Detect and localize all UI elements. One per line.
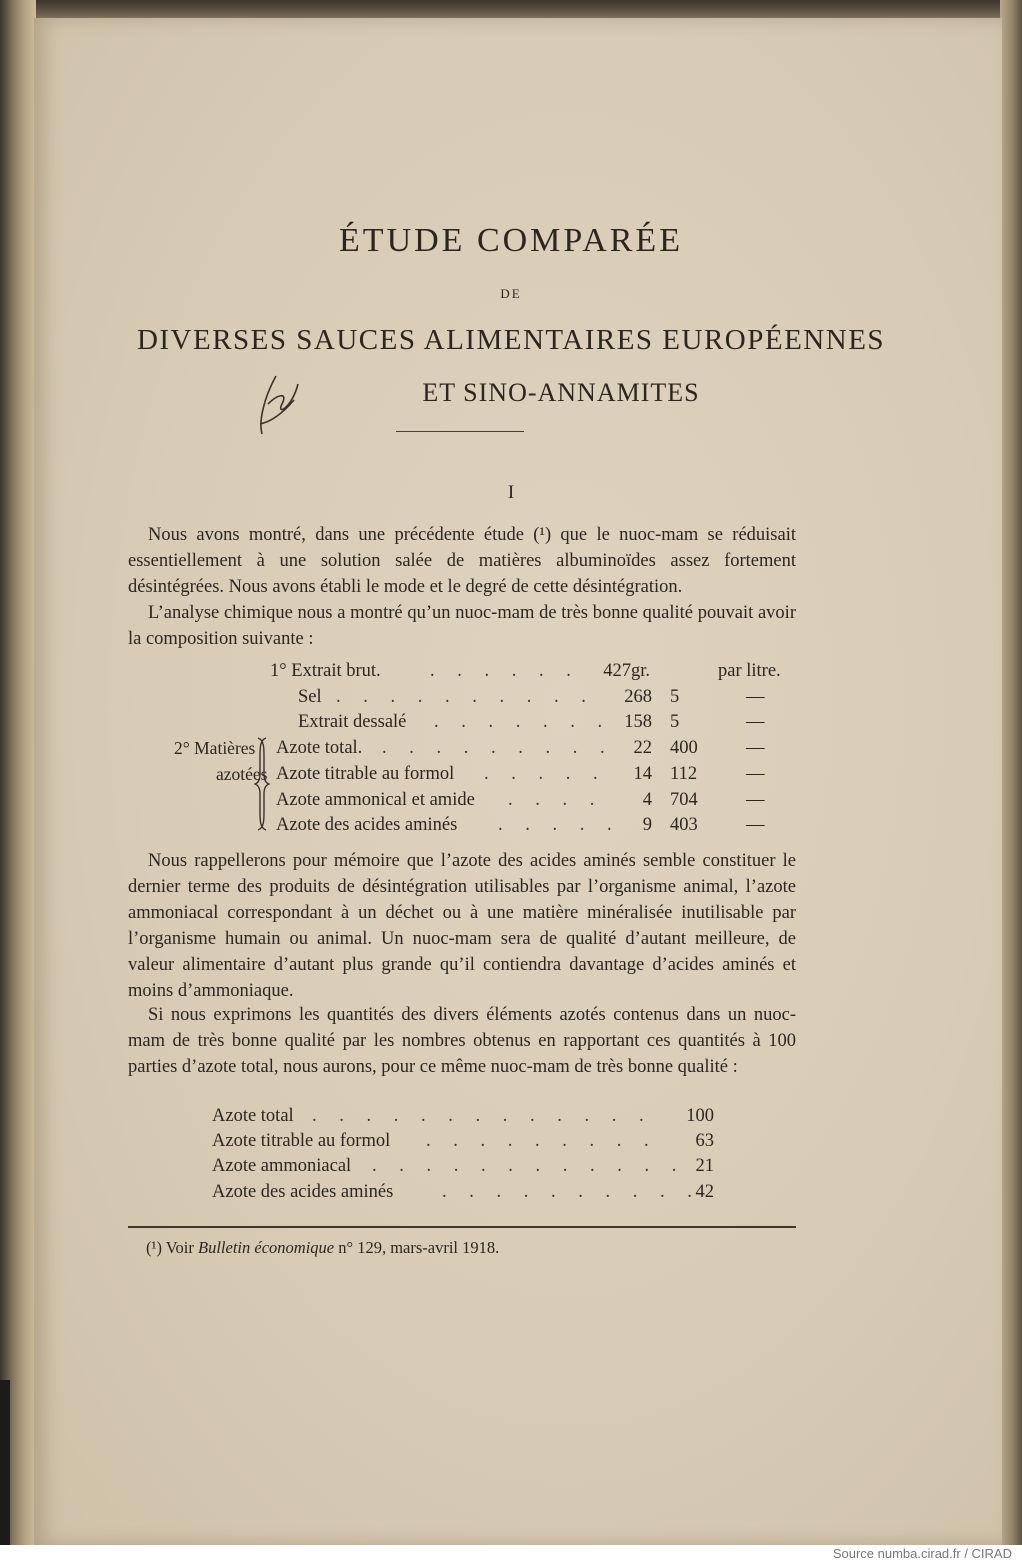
value-int: 268 xyxy=(624,687,652,707)
group-label-line-1: 2° Matières xyxy=(174,738,256,758)
bookmark-ribbon xyxy=(0,1380,10,1545)
table-row xyxy=(298,712,612,738)
title-line-2: DE xyxy=(500,286,522,301)
table-row xyxy=(212,1131,658,1157)
footnote-journal: Bulletin économique xyxy=(198,1238,335,1257)
value-dec: 5 xyxy=(670,712,680,732)
paragraph-3 xyxy=(128,848,796,1004)
row-label: Azote total. xyxy=(276,738,363,758)
leader-dots: . . . . . xyxy=(498,815,621,835)
paragraph-4-text: Si nous exprimons les quantités des divers éléments azotés contenus dans un nuoc-mam de très bonne qualité par les nombres obtenus en rapportant ces quantités à 100 parties d’azote total, nous aurons, pour ce même nuoc-mam de très bonne qualité : xyxy=(128,1005,796,1077)
leader-dots: . . . . . . . . . . xyxy=(336,687,595,707)
paragraph-4 xyxy=(128,1002,796,1080)
leader-dots: . . . . . . . . . xyxy=(426,1131,658,1151)
row-label: Sel xyxy=(298,687,322,707)
table-row xyxy=(212,1182,701,1208)
leader-dots: . . . . . . . xyxy=(434,712,612,732)
table-row xyxy=(276,764,607,790)
value-int: 158 xyxy=(624,712,652,732)
table-row xyxy=(276,815,621,841)
paragraph-1 xyxy=(128,522,796,600)
value-int: 14 xyxy=(633,764,652,784)
unit-dash: — xyxy=(746,790,765,810)
unit-label: par litre. xyxy=(718,661,781,681)
title-divider xyxy=(396,431,524,432)
source-credit: Source numba.cirad.fr / CIRAD xyxy=(832,1546,1012,1561)
unit-dash: — xyxy=(746,815,765,835)
leader-dots: . . . . . . xyxy=(430,661,580,681)
value-dec: 5 xyxy=(670,687,680,707)
footnote-divider xyxy=(128,1226,796,1228)
paragraph-2 xyxy=(128,600,796,652)
leader-dots: . . . . . . . . . . xyxy=(442,1182,701,1202)
leader-dots: . . . . . . . . . . . . xyxy=(372,1156,686,1176)
row-label: Extrait dessalé xyxy=(298,712,407,732)
footnote-prefix: (¹) Voir xyxy=(146,1238,194,1257)
value-dec: 400 xyxy=(670,738,698,758)
unit-dash: — xyxy=(746,712,765,732)
table-row xyxy=(276,738,614,764)
unit-dash: — xyxy=(746,764,765,784)
unit-dash: — xyxy=(746,687,765,707)
table-row xyxy=(276,790,604,816)
group-label-line-2: azotées xyxy=(216,764,268,784)
table-row xyxy=(270,661,580,687)
right-brace-icon xyxy=(256,734,270,834)
table-row xyxy=(298,687,595,713)
row-label: Azote ammoniacal xyxy=(212,1156,352,1176)
row-label: Azote total xyxy=(212,1106,294,1126)
leader-dots: . . . . . xyxy=(484,764,607,784)
paragraph-3-text: Nous rappellerons pour mémoire que l’azote des acides aminés semble constituer le dernier terme des produits de désintégration utilisables par l’organisme animal, l’azote ammoniacal correspondant à un déchet ou à une matière minéralisée inutilisable par l’organisme humain ou animal. Un nuoc-mam sera de qualité d’autant meilleure, de valeur alimentaire d’autant plus grande qu’il contiendra davantage d’acides aminés et moins d’ammoniaque. xyxy=(128,851,796,1001)
table-value: 21 xyxy=(695,1156,714,1176)
title-line-4: ET SINO-ANNAMITES xyxy=(422,378,700,407)
title-line-1: ÉTUDE COMPARÉE xyxy=(339,222,683,259)
row-label: Azote des acides aminés xyxy=(276,815,458,835)
row-label: 1° Extrait brut. xyxy=(270,661,381,681)
row-label: Azote titrable au formol xyxy=(276,764,455,784)
value-int: 9 xyxy=(642,815,652,835)
value-int: 4 xyxy=(642,790,652,810)
table-value: 63 xyxy=(695,1131,714,1151)
table-row xyxy=(212,1106,653,1132)
handwritten-signature-icon xyxy=(248,364,308,444)
row-label: Azote titrable au formol xyxy=(212,1131,391,1151)
table-value: 42 xyxy=(695,1182,714,1202)
footnote-suffix: n° 129, mars-avril 1918. xyxy=(338,1238,500,1257)
paragraph-2-text: L’analyse chimique nous a montré qu’un nuoc-mam de très bonne qualité pouvait avoir la composition suivante : xyxy=(128,603,796,649)
section-number: I xyxy=(507,482,515,503)
row-label: Azote des acides aminés xyxy=(212,1182,394,1202)
row-label: Azote ammonical et amide xyxy=(276,790,475,810)
leader-dots: . . . . . . . . . . . . . xyxy=(312,1106,653,1126)
value-dec: 704 xyxy=(670,790,698,810)
unit-dash: — xyxy=(746,738,765,758)
title-line-3: DIVERSES SAUCES ALIMENTAIRES EUROPÉENNES xyxy=(136,324,886,356)
leader-dots: . . . . xyxy=(508,790,604,810)
table-row xyxy=(212,1156,686,1182)
value-dec: 403 xyxy=(670,815,698,835)
table-value: 100 xyxy=(686,1106,714,1126)
footnote xyxy=(146,1238,499,1258)
leader-dots: . . . . . . . . . xyxy=(382,738,614,758)
value-dec: 112 xyxy=(670,764,698,784)
paragraph-1-text: Nous avons montré, dans une précédente étude (¹) que le nuoc-mam se réduisait essentiellement à une solution salée de matières albuminoïdes assez fortement désintégrées. Nous avons établi le mode et le degré de cette désintégration. xyxy=(128,525,796,597)
value-int: 22 xyxy=(633,738,652,758)
value-int: 427gr. xyxy=(603,661,650,681)
